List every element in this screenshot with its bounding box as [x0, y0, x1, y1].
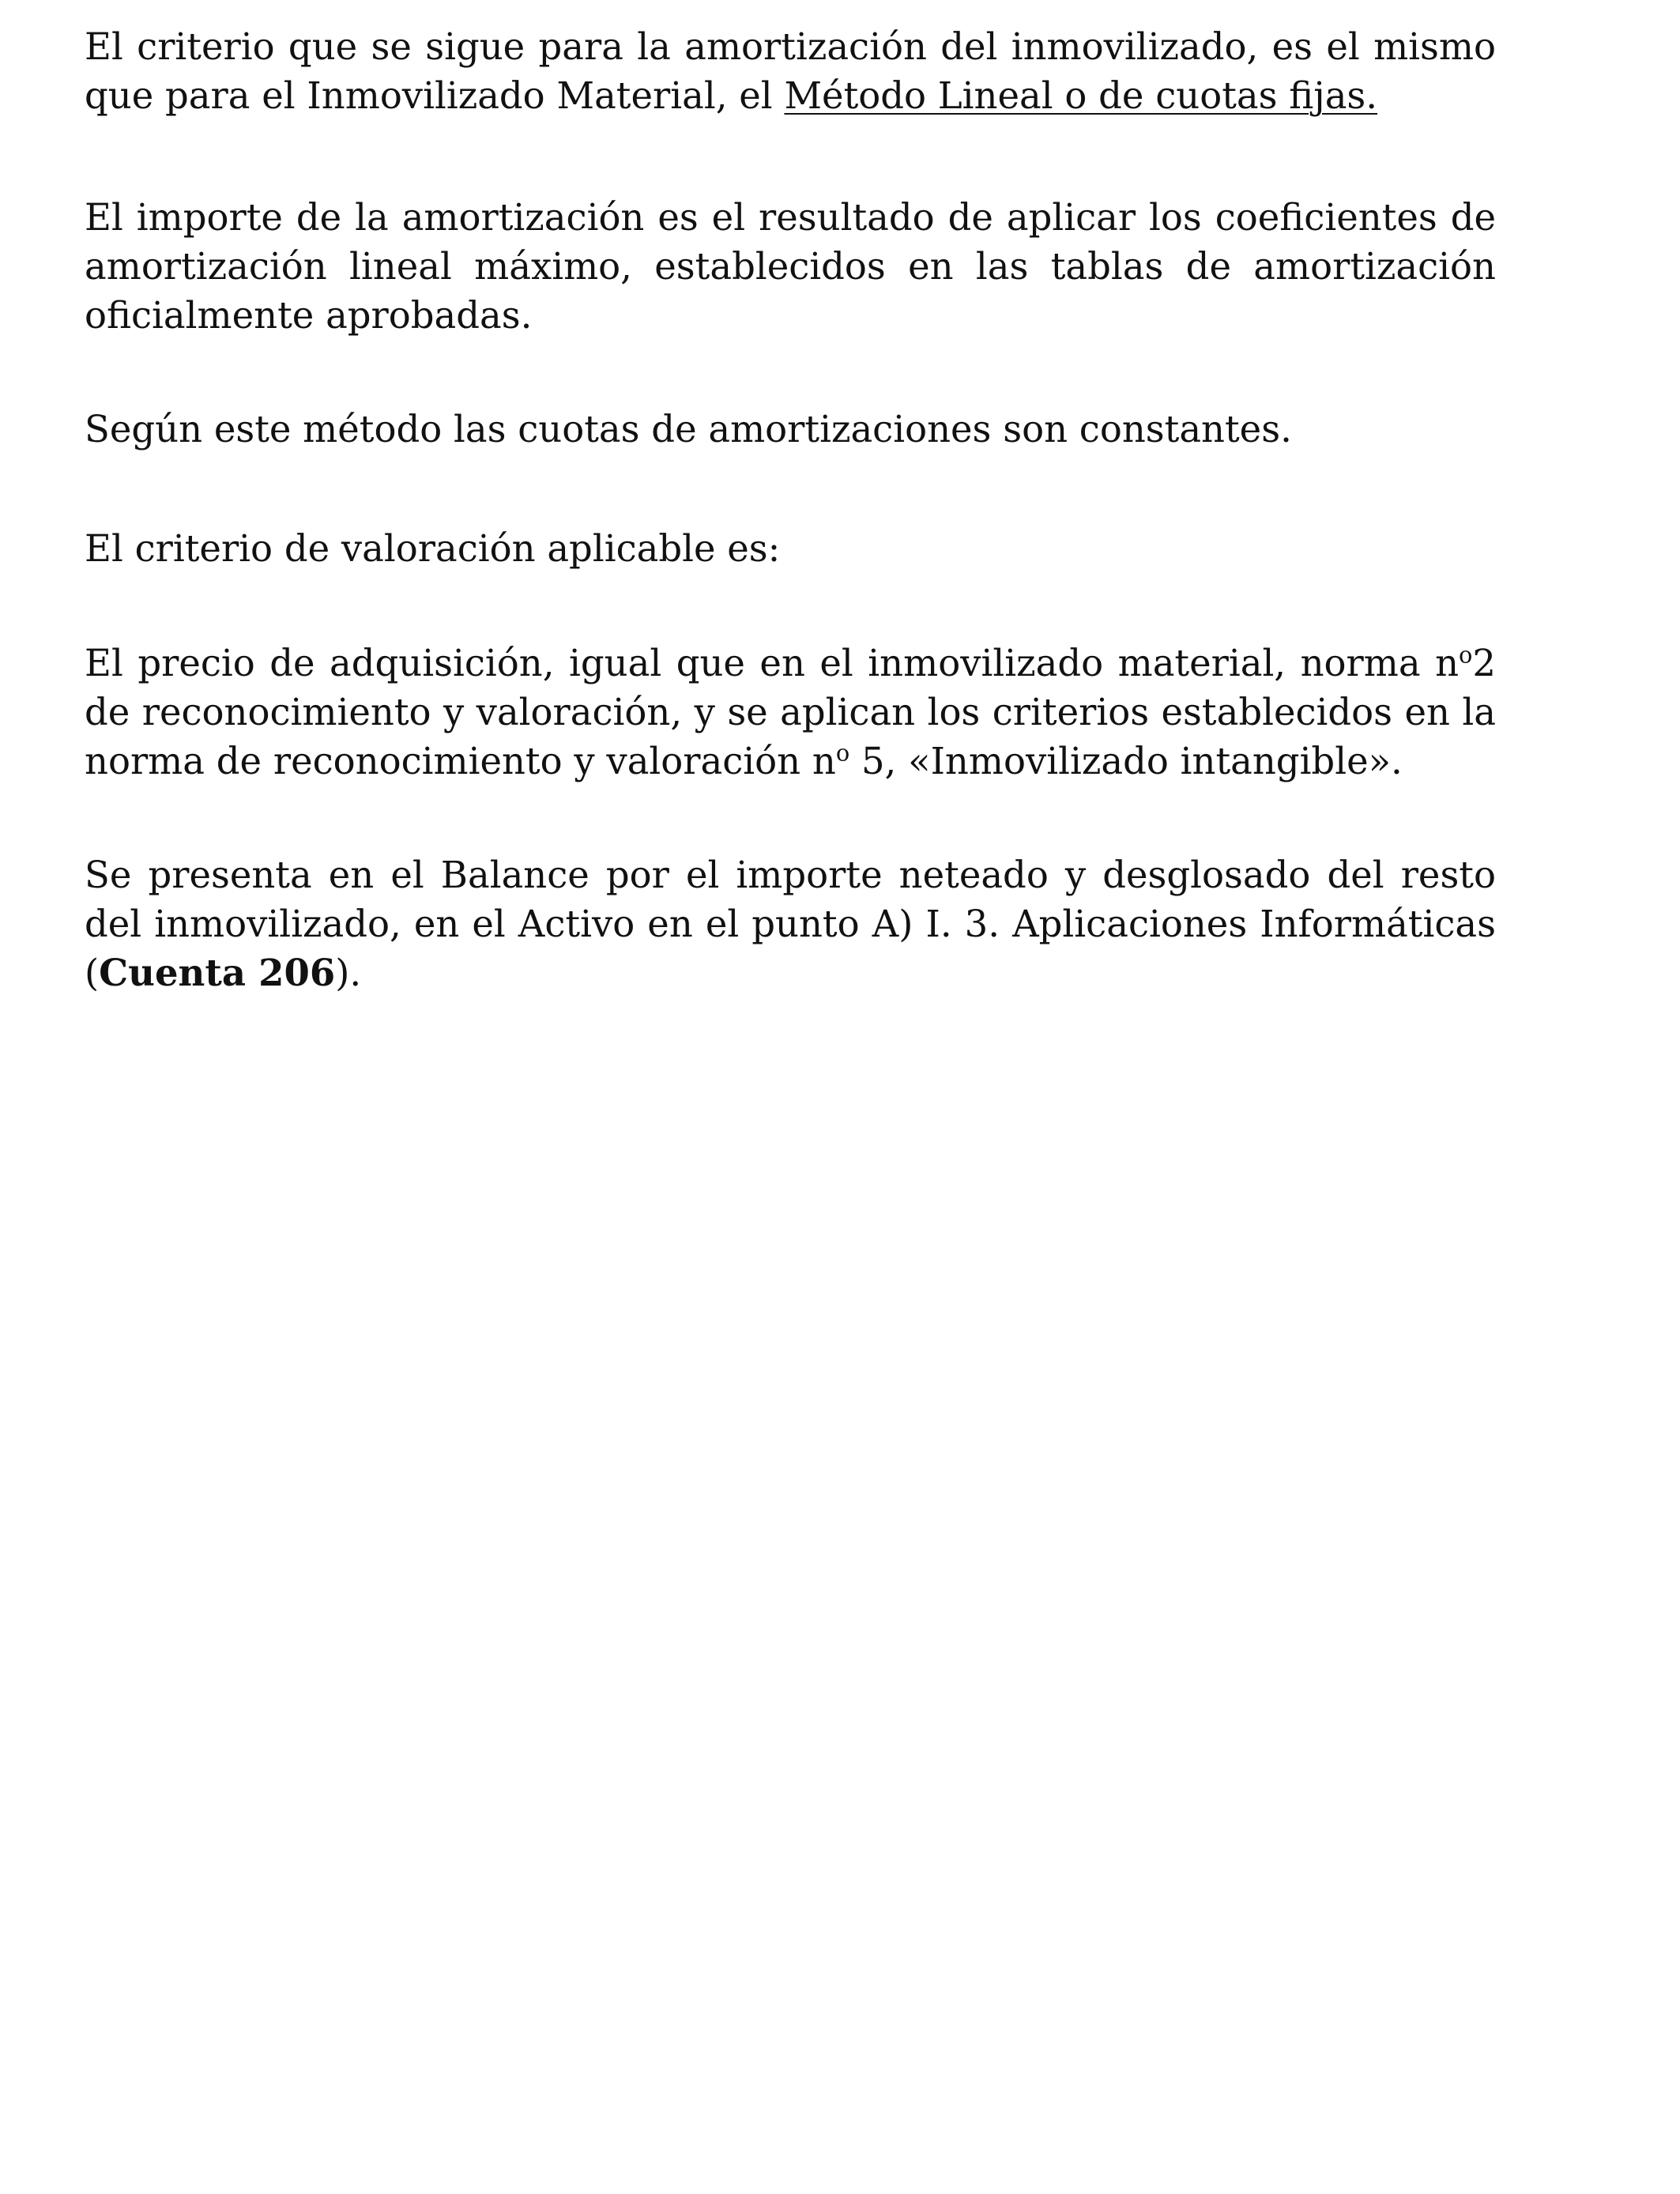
paragraph-text: Se presenta en el Balance por el importe neteado y desglosado del resto del inmovilizado, en el Activo en el punto A) I. 3. Aplicaciones Informáticas ( — [85, 854, 1496, 994]
paragraph-valuation-criterion: El criterio de valoración aplicable es: — [85, 527, 781, 570]
ordinal-indicator: o — [835, 739, 850, 767]
account-reference: Cuenta 206 — [99, 951, 336, 994]
paragraph-amortization-criterion — [85, 22, 1496, 120]
paragraph-text: ). — [335, 952, 362, 994]
paragraph-acquisition-price — [85, 639, 1496, 786]
paragraph-constant-quotas: Según este método las cuotas de amortizaciones son constantes. — [85, 408, 1292, 450]
paragraph-text: 2 de reconocimiento y valoración, y se aplican los criterios establecidos en la norma de reconocimiento y valoración n — [85, 642, 1496, 782]
paragraph-amortization-amount: El importe de la amortización es el resultado de aplicar los coeficientes de amortización lineal máximo, establecidos en las tablas de amortización oficialmente aprobadas. — [85, 196, 1496, 337]
paragraph-text: 5, «Inmovilizado intangible». — [849, 740, 1403, 782]
paragraph-text: El precio de adquisición, igual que en el inmovilizado material, norma n — [85, 642, 1460, 684]
linear-method-underlined: Método Lineal o de cuotas fijas. — [784, 74, 1378, 117]
paragraph-balance-presentation — [85, 850, 1496, 997]
paragraph-text: El criterio que se sigue para la amortización del inmovilizado, es el mismo que para el Inmovilizado Material, el — [85, 25, 1496, 117]
ordinal-indicator: o — [1459, 641, 1473, 669]
